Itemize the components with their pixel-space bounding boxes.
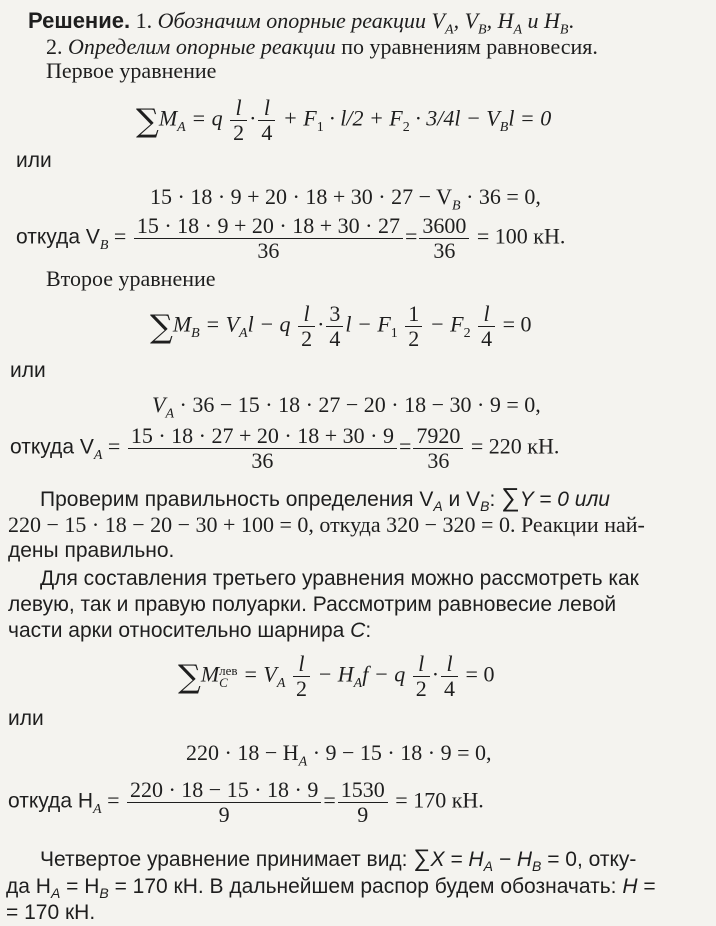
equation-numeric-3 bbox=[186, 740, 491, 775]
fraction bbox=[258, 96, 275, 145]
text-part: = 0, отку- bbox=[541, 848, 637, 871]
frac-num: l bbox=[478, 302, 495, 327]
step-1-number: 1. bbox=[130, 8, 158, 33]
solution-label: Решение. bbox=[28, 8, 131, 33]
frac-den: 36 bbox=[433, 238, 456, 263]
first-equation-label: Первое уравнение bbox=[46, 58, 217, 83]
eq-sub: B bbox=[499, 119, 509, 135]
eq-sub: A bbox=[298, 754, 308, 770]
fraction bbox=[127, 778, 321, 827]
eq-part: · 36 = 0, bbox=[460, 184, 541, 209]
text-part: H bbox=[622, 875, 638, 898]
eq-sub: A bbox=[177, 119, 186, 135]
sub-b2: B bbox=[559, 22, 569, 38]
text-part: X = H bbox=[430, 848, 484, 871]
step-2-text: по уравнениям равновесия. bbox=[335, 34, 598, 59]
text-part: Y = 0 или bbox=[519, 488, 610, 511]
eq-part: + F bbox=[277, 105, 317, 131]
fraction bbox=[405, 302, 422, 351]
eq-part: · 9 − 15 · 18 · 9 = 0, bbox=[307, 740, 492, 765]
frac-den: 9 bbox=[218, 802, 230, 827]
eq-sub: 1 bbox=[390, 325, 398, 341]
eq-sub: A bbox=[93, 447, 103, 463]
eq-sub: A bbox=[276, 675, 286, 691]
sub-a: A bbox=[445, 22, 454, 38]
or-text: или bbox=[10, 359, 46, 382]
text-part: Проверим правильность определения V bbox=[40, 488, 434, 511]
or-text: или bbox=[16, 149, 52, 172]
frac-den: 36 bbox=[257, 238, 280, 263]
text-part: = 170 кН. В дальнейшем распор будем обозначать: bbox=[108, 875, 623, 898]
eq-part: · 36 − 15 · 18 · 27 − 20 · 18 − 30 · 9 = 0, bbox=[174, 392, 541, 417]
fraction bbox=[419, 214, 469, 263]
eq-part: l = 0 bbox=[508, 105, 552, 131]
eq-sub: B bbox=[99, 885, 109, 902]
eq-sub: 2 bbox=[463, 325, 471, 341]
text-part: C bbox=[350, 619, 366, 642]
final-line-2 bbox=[6, 874, 656, 906]
fraction bbox=[326, 302, 343, 351]
frac-den: 9 bbox=[357, 802, 369, 827]
frac-den: 36 bbox=[251, 448, 274, 473]
eq-sub: B bbox=[99, 237, 109, 253]
frac-den: 2 bbox=[408, 326, 420, 351]
text-hb: и H bbox=[522, 8, 560, 33]
frac-num: 15 · 18 · 27 + 20 · 18 + 30 · 9 bbox=[128, 424, 397, 449]
eq-result: = 100 кН. bbox=[471, 223, 566, 249]
fraction bbox=[298, 302, 315, 351]
eq-part: 220 · 18 − H bbox=[186, 740, 299, 765]
text-part: и V bbox=[442, 488, 481, 511]
or-text: или bbox=[8, 707, 44, 730]
second-equation-label: Второе уравнение bbox=[46, 266, 216, 291]
text-part: : bbox=[365, 619, 372, 642]
check-line-3: дены правильно. bbox=[8, 539, 175, 562]
eq-part: · 3/4l − V bbox=[409, 105, 500, 131]
sub-sup bbox=[219, 662, 238, 690]
frac-den: 2 bbox=[415, 676, 427, 701]
eq-sub: A bbox=[239, 325, 248, 341]
step-2-italic: Определим опорные реакции bbox=[68, 34, 336, 59]
text-part: = bbox=[637, 875, 656, 898]
eq-sub: B bbox=[532, 858, 542, 875]
sigma-symbol: ∑ bbox=[150, 307, 173, 346]
sigma-symbol: ∑ bbox=[501, 482, 520, 512]
eq-part: = V bbox=[199, 311, 240, 337]
fraction bbox=[413, 652, 430, 701]
frac-den: 2 bbox=[295, 676, 307, 701]
sigma-symbol: ∑ bbox=[136, 101, 159, 140]
text-part: Четвертое уравнение принимает вид: bbox=[40, 848, 414, 871]
frac-num: l bbox=[293, 652, 310, 677]
fraction bbox=[441, 652, 458, 701]
check-line-2: 220 − 15 · 18 − 20 − 30 + 100 = 0, откуда 320 − 320 = 0. Реакции най- bbox=[8, 512, 645, 537]
frac-num: 7920 bbox=[413, 424, 463, 449]
fraction bbox=[293, 652, 310, 701]
result-va: откуда $V_A$ = $\frac{15 \cdot 18 \cdot 27 + 20 \cdot 18 + 30 \cdot 9}{36}$ = $\frac{7920}{36}$ = 220 кН. bbox=[10, 423, 560, 473]
eq-sub: 2 bbox=[402, 119, 410, 135]
frac-den: 2 bbox=[233, 120, 245, 145]
fraction bbox=[478, 302, 495, 351]
whence-text: откуда V bbox=[16, 225, 100, 249]
text-part: − H bbox=[492, 848, 533, 871]
eq-part: = 0 bbox=[460, 661, 495, 687]
frac-num: l bbox=[230, 96, 247, 121]
eq-part: = 0 bbox=[497, 311, 532, 337]
para-line-2: левую, так и правую полуарки. Рассмотрим равновесие левой bbox=[8, 593, 617, 616]
frac-num: l bbox=[413, 652, 430, 677]
eq-m: M bbox=[158, 105, 178, 131]
fraction bbox=[230, 96, 247, 145]
eq-sub: A bbox=[433, 498, 443, 515]
text-part: части арки относительно шарнира bbox=[8, 619, 351, 642]
step-2-line bbox=[46, 34, 598, 60]
sub-a2: A bbox=[513, 22, 523, 38]
sub-b: B bbox=[478, 22, 487, 38]
eq-sub: B bbox=[452, 198, 461, 214]
result-vb: откуда $V_B$ = $\frac{15 \cdot 18 \cdot 9 + 20 \cdot 18 + 30 \cdot 27}{36}$ = $\frac{3600}{36}$ = 100 кН. bbox=[16, 213, 566, 263]
text-part: да H bbox=[6, 875, 51, 898]
eq-sub: A bbox=[93, 801, 102, 817]
frac-num: 3600 bbox=[419, 214, 469, 239]
frac-den: 4 bbox=[261, 120, 273, 145]
eq-result: = 220 кН. bbox=[465, 433, 560, 459]
eq-sub: B bbox=[191, 325, 200, 341]
frac-num: 15 · 18 · 9 + 20 · 18 + 30 · 27 bbox=[134, 214, 403, 239]
sigma-symbol: ∑ bbox=[413, 845, 431, 872]
fraction bbox=[413, 424, 463, 473]
eq-sub: A bbox=[165, 406, 175, 422]
eq-part: f − q bbox=[362, 661, 406, 687]
period: . bbox=[568, 8, 574, 33]
eq-part: − H bbox=[311, 661, 354, 687]
frac-den: 4 bbox=[444, 676, 456, 701]
eq-part: l − q bbox=[247, 311, 291, 337]
eq-part: V bbox=[152, 392, 166, 417]
frac-num: 3 bbox=[326, 302, 343, 327]
eq-q: = q bbox=[185, 105, 223, 131]
frac-num: l bbox=[441, 652, 458, 677]
equation-sum-ma: $\sum M_A = q$ $\frac{l}{2}$ · $\frac{l}{4}$ + $F_1 \cdot l/2 + F_2 \cdot 3/4l - V_Bl = 0$ bbox=[136, 95, 552, 145]
eq-sub: A bbox=[483, 858, 493, 875]
eq-sup: лев bbox=[219, 662, 238, 678]
eq-part: · l/2 + F bbox=[323, 105, 403, 131]
eq-part: 15 · 18 · 9 + 20 · 18 + 30 · 27 − V bbox=[150, 184, 453, 209]
eq-sub: A bbox=[50, 885, 61, 902]
frac-den: 4 bbox=[481, 326, 493, 351]
frac-num: l bbox=[298, 302, 315, 327]
whence-text: откуда V bbox=[10, 435, 94, 459]
eq-part: = V bbox=[237, 661, 277, 687]
sigma-symbol: ∑ bbox=[178, 657, 201, 696]
eq-sub: A bbox=[353, 675, 363, 691]
eq-sign: = bbox=[108, 223, 132, 249]
result-ha: откуда $H_A$ = $\frac{220 \cdot 18 - 15 \cdot 18 \cdot 9}{9}$ = $\frac{1530}{9}$ = 170 кН. bbox=[8, 777, 484, 827]
whence-text: откуда H bbox=[8, 789, 93, 813]
frac-den: 2 bbox=[301, 326, 313, 351]
eq-part: l − F bbox=[345, 311, 391, 337]
fraction bbox=[134, 214, 403, 263]
fraction bbox=[128, 424, 397, 473]
frac-num: 1 bbox=[405, 302, 422, 327]
frac-num: 1530 bbox=[338, 778, 388, 803]
text-ha: , H bbox=[486, 8, 514, 33]
text-part: : bbox=[489, 488, 502, 511]
fraction bbox=[338, 778, 388, 827]
text-vb: , V bbox=[453, 8, 479, 33]
step-2-number: 2. bbox=[46, 34, 68, 59]
para-line-1: Для составления третьего уравнения можно рассмотреть как bbox=[40, 567, 639, 590]
final-line-3: = 170 кН. bbox=[6, 901, 96, 924]
eq-sub: C bbox=[219, 674, 228, 690]
equation-sum-mc: ∑M лев C = $V_A$ $\frac{l}{2}$ − $H_Af - q$ $\frac{l}{2}$ · $\frac{l}{4}$ = 0 bbox=[178, 651, 495, 701]
para-line-3 bbox=[8, 618, 371, 644]
equation-sum-mb: $\sum M_B = V_Al - q$ $\frac{l}{2}$ · $\frac{3}{4}$ $l - F_1$ $\frac{1}{2}$ − $F_2$ $\frac{l}{4}$ = 0 bbox=[150, 301, 532, 351]
eq-sub: B bbox=[480, 498, 490, 515]
eq-part: − F bbox=[424, 311, 464, 337]
eq-m: M bbox=[172, 311, 192, 337]
frac-num: l bbox=[258, 96, 275, 121]
step-1-text: Обозначим опорные реакции V bbox=[157, 8, 445, 33]
frac-den: 36 bbox=[427, 448, 450, 473]
eq-sub: 1 bbox=[316, 119, 324, 135]
eq-m: M bbox=[200, 661, 220, 687]
text-part: = H bbox=[60, 875, 100, 898]
eq-result: = 170 кН. bbox=[389, 787, 484, 813]
frac-num: 220 · 18 − 15 · 18 · 9 bbox=[127, 778, 321, 803]
frac-den: 4 bbox=[329, 326, 341, 351]
